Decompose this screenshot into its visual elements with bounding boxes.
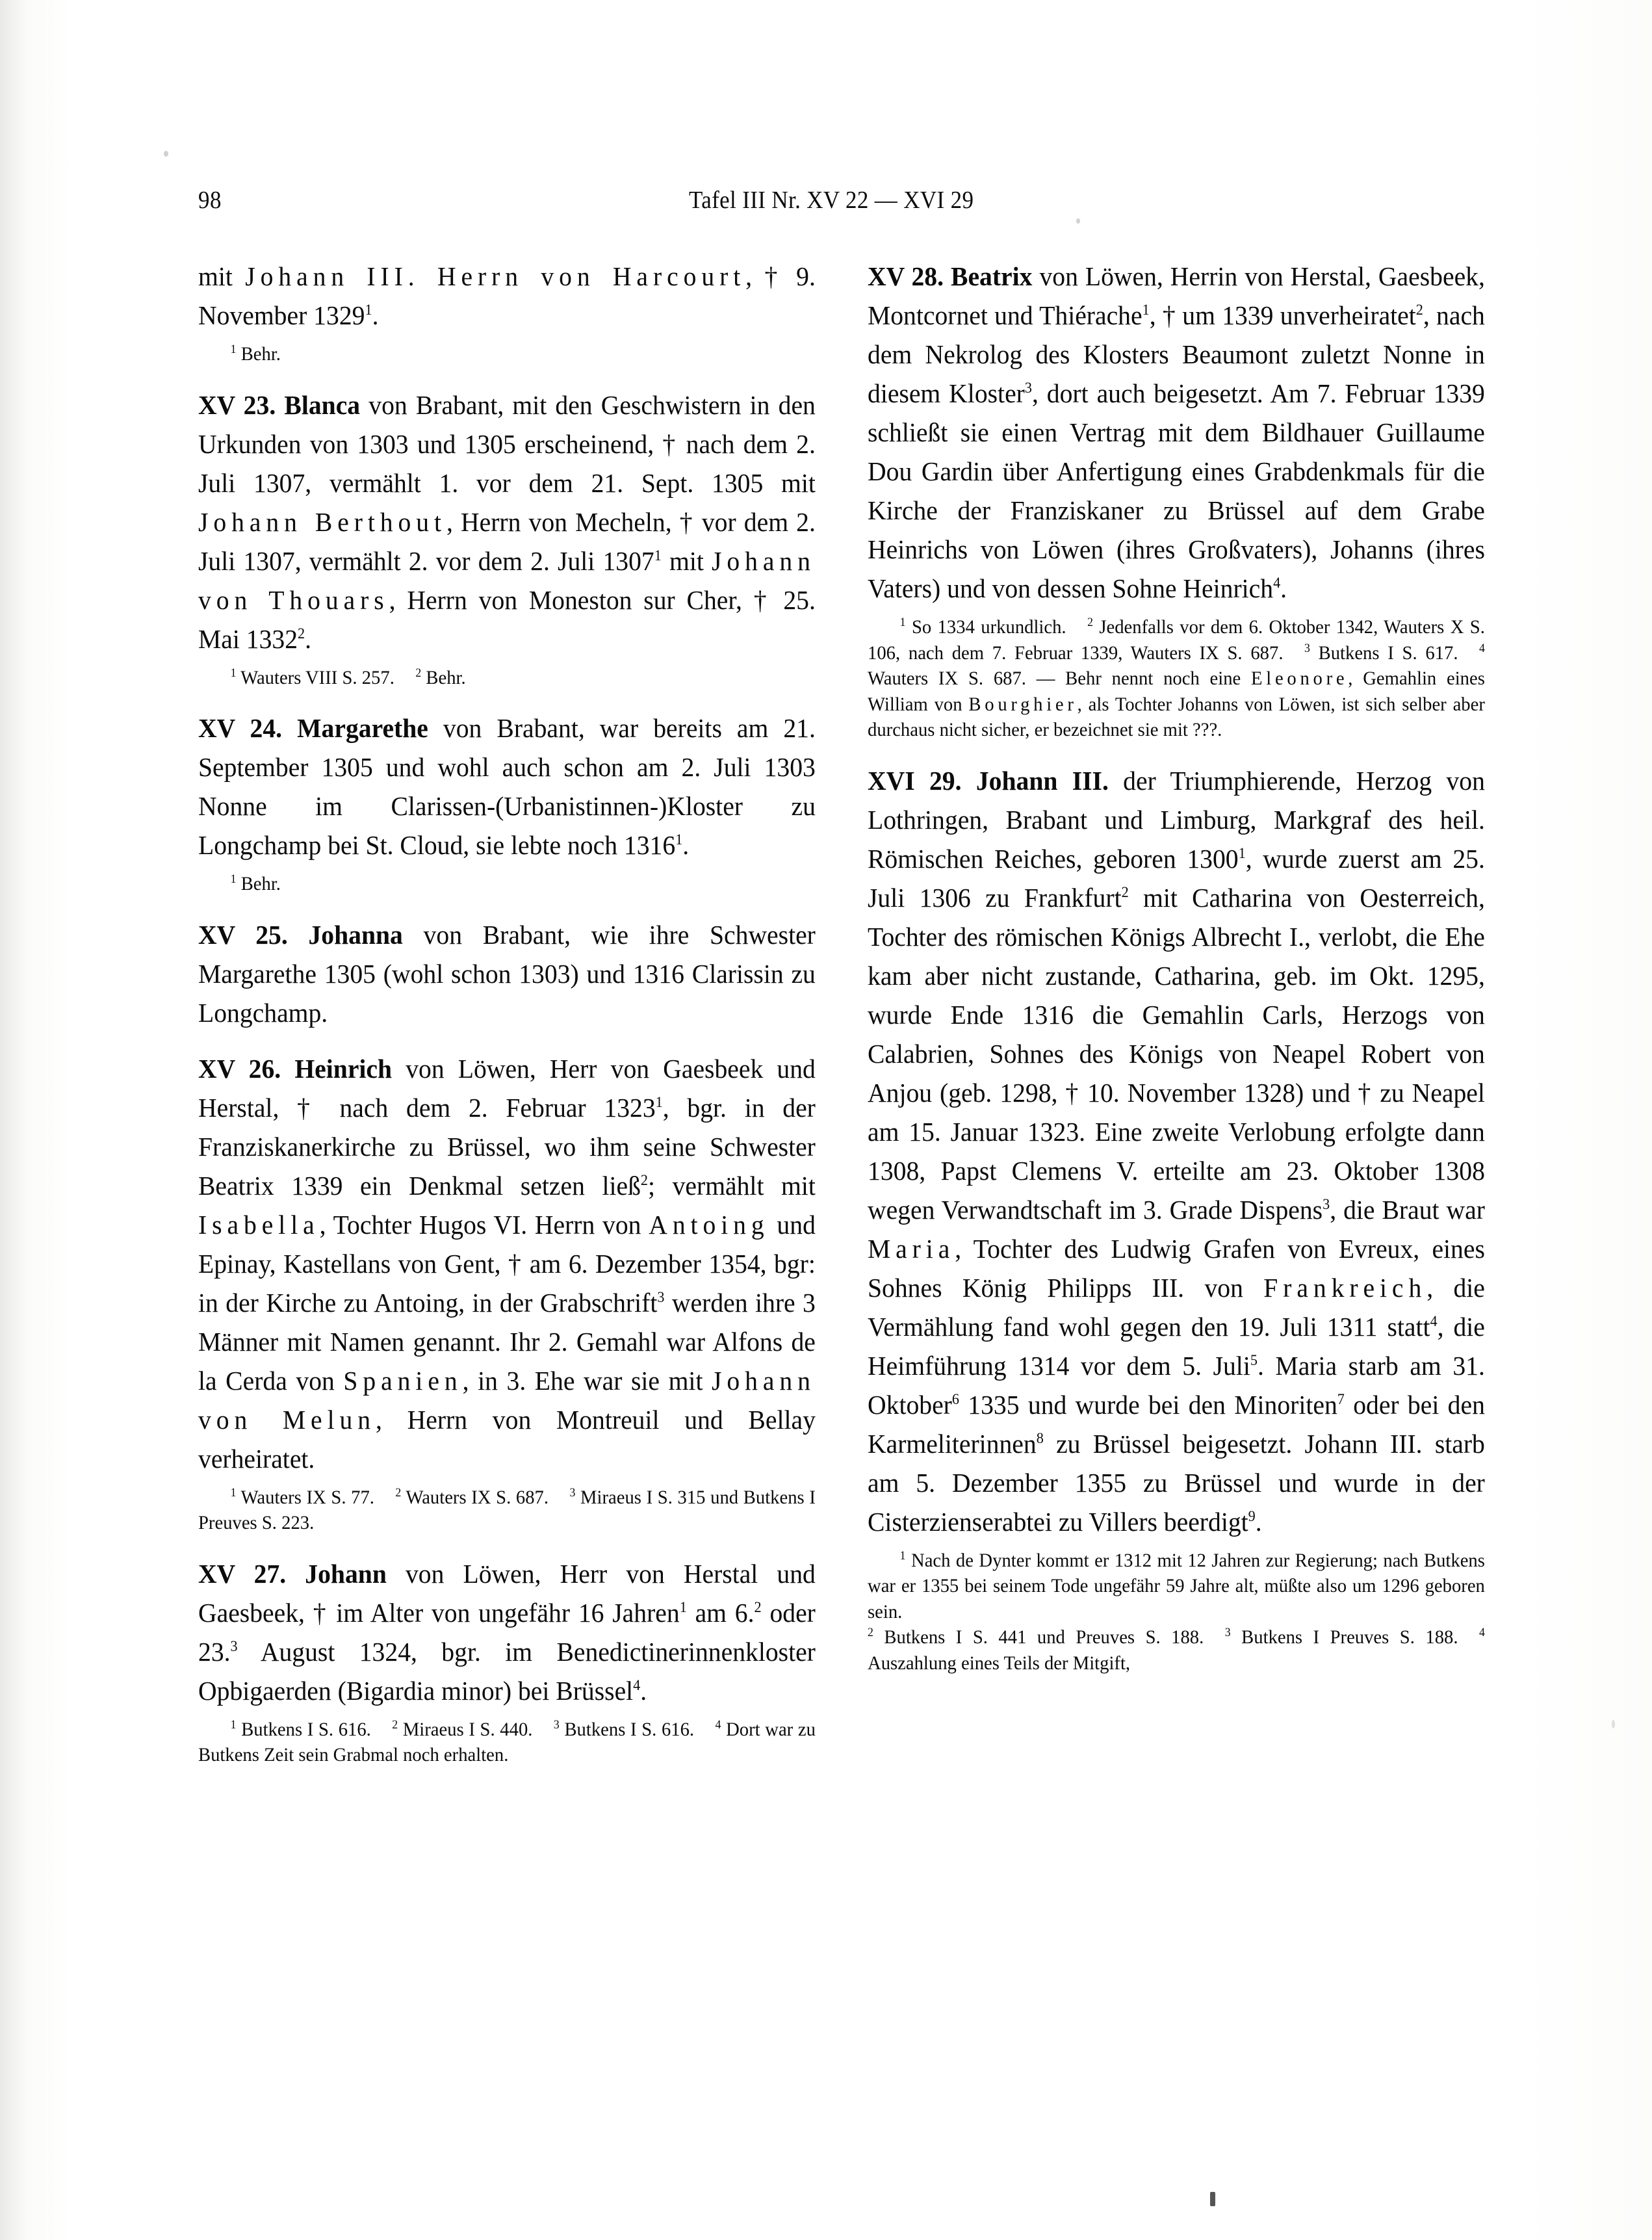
page-number: 98 [198,187,222,214]
footnote-block: $^1$ Nach de Dynter kommt er 1312 mit 12 Jahren zur Regierung; nach Butkens war er 1355 bei seinem Tode ungefähr 59 Jahre alt, müßte also um 1296 geboren sein. $^2$ Butkens I S. 441 und Preuves S. 188. $^3$ Butkens I Preuves S. 188. $^4$ Auszahlung eines Teils der Mitgift, [868,1548,1485,1674]
entry-number: XV 25. [198,919,288,950]
entry-xv-25: XV 25. Johanna von Brabant, wie ihre Schwester Margarethe 1305 (wohl schon 1303) und 1316 Clarissin zu Longchamp. [198,919,816,1028]
entry-xv-28: XV 28. Beatrix von Löwen, Herrin von Herstal, Gaesbeek, Montcornet und Thiérache$^1$, † um 1339 unverheiratet$^2$, nach dem Nekrolog des Klosters Beaumont zuletzt Nonne in diesem Kloster$^3$, dort auch beigesetzt. Am 7. Februar 1339 schließt sie einen Vertrag mit dem Bildhauer Guillaume Dou Gardin über Anfertigung eines Grabdenkmals für die Kirche der Franziskaner zu Brüssel auf dem Grabe Heinrichs von Löwen (ihres Großvaters), Johanns (ihres Vaters) und von dessen Sohne Heinrich$^4$. [868,261,1485,603]
spaced-name: Antoing [649,1209,769,1240]
entry-xv-27: XV 27. Johann von Löwen, Herr von Herstal und Gaesbeek, † im Alter von ungefähr 16 Jahren$^1$ am 6.$^2$ oder 23.$^3$ August 1324, bgr. im Benedictinerinnenkloster Opbigaerden (Bigardia minor) bei Brüssel$^4$. [198,1558,816,1706]
scan-speck [1210,2192,1215,2206]
entry-xv-23: XV 23. Blanca von Brabant, mit den Geschwistern in den Urkunden von 1303 und 1305 erscheinend, † nach dem 2. Juli 1307, vermählt 1. vor dem 21. Sept. 1305 mit Johann Berthout, Herrn von Mecheln, † vor dem 2. Juli 1307, vermählt 2. vor dem 2. Juli 1307$^1$ mit Johann von Thouars, Herrn von Moneston sur Cher, † 25. Mai 1332$^2$. [198,389,816,654]
entry-name: Johann III. [975,765,1109,796]
entry-number: XV 23. [198,389,276,420]
spaced-name: Johann von Melun [198,1365,816,1435]
footnote-block: $^1$ Butkens I S. 616. $^2$ Miraeus I S. 440. $^3$ Butkens I S. 616. $^4$ Dort war zu Butkens Zeit sein Grabmal noch erhalten. [198,1717,816,1765]
entry-name: Margarethe [297,713,428,743]
entry-xv-26: XV 26. Heinrich von Löwen, Herr von Gaesbeek und Herstal, † nach dem 2. Februar 1323$^1$, bgr. in der Franziskanerkirche zu Brüssel, wo ihm seine Schwester Beatrix 1339 ein Denkmal setzen ließ$^2$; vermählt mit Isabella, Tochter Hugos VI. Herrn von Antoing und Epinay, Kastellans von Gent, † am 6. Dezember 1354, bgr: in der Kirche zu Antoing, in der Grabschrift$^3$ werden ihre 3 Männer mit Namen genannt. Ihr 2. Gemahl war Alfons de la Cerda von Spanien, in 3. Ehe war sie mit Johann von Melun, Herrn von Montreuil und Bellay verheiratet. [198,1053,816,1474]
running-head [0,186,1652,225]
running-title: Tafel III Nr. XV 22 — XVI 29 [689,187,974,214]
entry-name: Blanca [284,389,361,420]
footnote-block: $^1$ Wauters VIII S. 257. $^2$ Behr. [230,666,466,688]
entry-number: XVI 29. [868,765,962,796]
footnote-block: $^1$ Behr. [230,343,281,365]
spaced-name: Isabella [198,1209,320,1240]
continued-paragraph: mit Johann III. Herrn von Harcourt, † 9. November 1329$^1$. [198,261,816,330]
spaced-name: Frankreich [1263,1272,1427,1303]
scan-speck [164,151,168,157]
footnote-block: $^1$ Wauters IX S. 77. $^2$ Wauters IX S. 687. $^3$ Miraeus I S. 315 und Butkens I Preuves S. 223. [198,1485,816,1533]
column-right [868,257,1485,1694]
entry-name: Johann [305,1558,387,1589]
spaced-name: Johann von Thouars [198,545,816,615]
entry-number: XV 28. [868,261,944,291]
entry-number: XV 27. [198,1558,287,1589]
footnote-block: $^1$ Behr. [230,872,281,894]
entry-xv-24: XV 24. Margarethe von Brabant, war bereits am 21. September 1305 und wohl auch schon am 2. Juli 1303 Nonne im Clarissen-(Urbanistinnen-)Kloster zu Longchamp bei St. Cloud, sie lebte noch 1316$^1$. [198,713,816,860]
spaced-name: Eleonore [1251,668,1349,689]
scan-speck [1076,218,1080,224]
spaced-name: Maria [868,1233,955,1264]
spaced-name: Spanien [343,1365,463,1396]
entry-number: XV 24. [198,713,283,743]
entry-number: XV 26. [198,1053,281,1084]
scan-speck [1612,1720,1615,1728]
entry-xvi-29: XVI 29. Johann III. der Triumphierende, Herzog von Lothringen, Brabant und Limburg, Markgraf des heil. Römischen Reiches, geboren 1300$^1$, wurde zuerst am 25. Juli 1306 zu Frankfurt$^2$ mit Catharina von Oesterreich, Tochter des römischen Königs Albrecht I., verlobt, die Ehe kam aber nicht zustande, Catharina, geb. im Okt. 1295, wurde Ende 1316 die Gemahlin Carls, Herzogs von Calabrien, Sohnes des Königs von Neapel Robert von Anjou (geb. 1298, † 10. November 1328) und † zu Neapel am 15. Januar 1323. Eine zweite Verlobung erfolgte dann 1308, Papst Clemens V. erteilte am 23. Oktober 1308 wegen Verwandtschaft im 3. Grade Dispens$^3$, die Braut war Maria, Tochter des Ludwig Grafen von Evreux, eines Sohnes König Philipps III. von Frankreich, die Vermählung fand wohl gegen den 19. Juli 1311 statt$^4$, die Heimführung 1314 vor dem 5. Juli$^5$. Maria starb am 31. Oktober$^6$ 1335 und wurde bei den Minoriten$^7$ oder bei den Karmeliterinnen$^8$ zu Brüssel beigesetzt. Johann III. starb am 5. Dezember 1355 zu Brüssel und wurde in der Cisterzienserabtei zu Villers beerdigt$^9$. [868,765,1485,1537]
entry-name: Beatrix [951,261,1033,291]
entry-name: Johanna [308,919,403,950]
spaced-name: Johann III. Herrn von Harcourt [245,261,746,291]
spaced-name: Johann Berthout [198,506,446,537]
column-left [198,257,816,1786]
spaced-name: Bourghier [968,693,1078,715]
entry-name: Heinrich [294,1053,393,1084]
footnote-block: $^1$ So 1334 urkundlich. $^2$ Jedenfalls vor dem 6. Oktober 1342, Wauters X S. 106, nach dem 7. Februar 1339, Wauters IX S. 687. $^3$ Butkens I S. 617. $^4$ Wauters IX S. 687. — Behr nennt noch eine Eleonore, Gemahlin eines William von Bourghier, als Tochter Johanns von Löwen, ist sich selber aber durchaus nicht sicher, er bezeichnet sie mit ???. [868,616,1485,740]
